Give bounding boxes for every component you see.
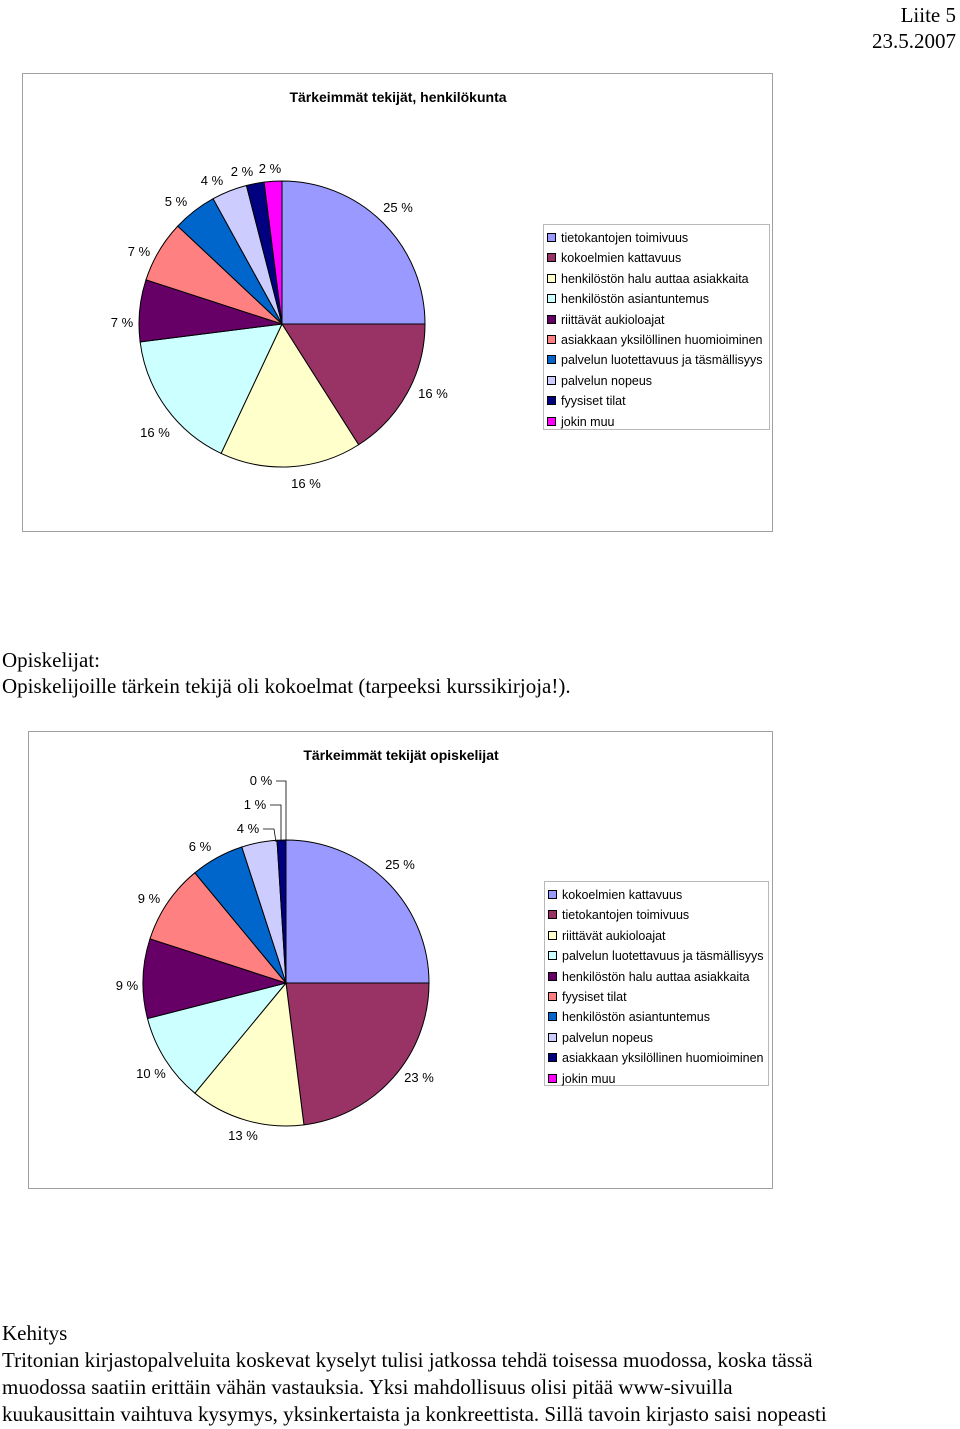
legend-item — [547, 251, 681, 265]
legend-label: palvelun nopeus — [562, 1030, 654, 1045]
legend-item — [548, 908, 689, 922]
legend-label: henkilöstön asiantuntemus — [561, 292, 710, 307]
legend-swatch — [548, 931, 557, 940]
pie-slice — [286, 983, 429, 1125]
legend-swatch — [547, 335, 556, 344]
data-label: 9 % — [137, 891, 161, 906]
data-label: 1 % — [243, 797, 267, 812]
legend-item — [548, 888, 682, 902]
legend-label: palvelun luotettavuus ja täsmällisyys — [561, 353, 763, 368]
document-header — [872, 2, 956, 54]
legend-swatch — [548, 910, 557, 919]
development-line-1: Tritonian kirjastopalveluita koskevat kyselyt tulisi jatkossa tehdä toisessa muodossa, koska tässä — [2, 1348, 813, 1372]
data-label: 16 % — [140, 425, 170, 440]
legend-item — [547, 292, 709, 306]
legend-swatch — [547, 355, 556, 364]
legend-label: riittävät aukioloajat — [561, 312, 665, 327]
legend-label: asiakkaan yksilöllinen huomioiminen — [561, 333, 763, 347]
legend-item — [547, 333, 763, 347]
legend-swatch — [548, 1074, 557, 1083]
attachment-label: Liite 5 — [900, 3, 956, 27]
legend-label: tietokantojen toimivuus — [561, 231, 689, 245]
data-label: 25 % — [383, 200, 413, 215]
chart-title: Tärkeimmät tekijät opiskelijat — [303, 747, 499, 763]
data-label: 7 % — [110, 315, 134, 330]
legend-item — [548, 929, 666, 943]
legend-label: jokin muu — [561, 414, 615, 429]
legend-item — [547, 313, 665, 327]
legend-item — [547, 272, 749, 286]
students-text: Opiskelijoille tärkein tekijä oli kokoelmat (tarpeeksi kurssikirjoja!). — [2, 674, 571, 698]
legend-label: jokin muu — [562, 1071, 616, 1086]
staff-chart — [22, 73, 773, 532]
legend-swatch — [548, 951, 557, 960]
legend-label: henkilöstön halu auttaa asiakkaita — [561, 271, 749, 286]
legend-swatch — [548, 1053, 557, 1062]
legend-swatch — [547, 396, 556, 405]
data-label: 7 % — [127, 244, 151, 259]
legend-item — [547, 231, 688, 245]
legend-item — [548, 990, 627, 1004]
development-section — [2, 1320, 952, 1428]
legend-item — [548, 949, 764, 963]
data-label: 13 % — [228, 1128, 258, 1143]
data-label: 23 % — [404, 1070, 434, 1085]
chart-title: Tärkeimmät tekijät, henkilökunta — [289, 89, 507, 105]
data-label: 25 % — [385, 857, 415, 872]
legend-item — [547, 353, 763, 367]
legend-label: kokoelmien kattavuus — [562, 888, 683, 902]
document-date: 23.5.2007 — [872, 29, 956, 53]
legend-label: fyysiset tilat — [562, 990, 627, 1004]
data-label: 0 % — [249, 773, 273, 788]
legend-swatch — [548, 1012, 557, 1021]
legend-swatch — [547, 294, 556, 303]
data-label: 6 % — [188, 839, 212, 854]
students-chart — [28, 731, 773, 1189]
legend-label: riittävät aukioloajat — [562, 928, 666, 943]
legend-swatch — [547, 376, 556, 385]
legend-swatch — [547, 233, 556, 242]
legend-label: asiakkaan yksilöllinen huomioiminen — [562, 1051, 764, 1066]
legend-item — [548, 1010, 710, 1024]
data-label: 2 % — [230, 164, 254, 179]
legend-item — [547, 374, 652, 388]
legend-label: fyysiset tilat — [561, 394, 626, 409]
legend-label: palvelun luotettavuus ja täsmällisyys — [562, 949, 764, 964]
legend-item — [547, 415, 615, 429]
legend-swatch — [547, 417, 556, 426]
legend-swatch — [547, 315, 556, 324]
chart-legend — [543, 224, 770, 430]
legend-label: tietokantojen toimivuus — [562, 908, 690, 923]
legend-label: kokoelmien kattavuus — [561, 251, 682, 266]
development-line-2: muodossa saatiin erittäin vähän vastauksia. Yksi mahdollisuus olisi pitää www-sivuilla — [2, 1375, 733, 1399]
legend-label: henkilöstön asiantuntemus — [562, 1010, 711, 1025]
data-label: 16 % — [291, 476, 321, 491]
students-section — [2, 647, 571, 699]
legend-swatch — [548, 1033, 557, 1042]
data-label: 4 % — [200, 173, 224, 188]
data-label: 2 % — [258, 161, 282, 176]
data-label: 16 % — [418, 386, 448, 401]
data-label: 10 % — [136, 1066, 166, 1081]
development-heading: Kehitys — [2, 1321, 68, 1345]
students-heading: Opiskelijat: — [2, 648, 100, 672]
legend-swatch — [547, 253, 556, 262]
legend-item — [547, 394, 626, 408]
legend-label: henkilöstön halu auttaa asiakkaita — [562, 969, 750, 984]
chart-legend — [544, 881, 769, 1086]
legend-swatch — [548, 890, 557, 899]
legend-label: palvelun nopeus — [561, 373, 653, 388]
development-line-3: kuukausittain vaihtuva kysymys, yksinkertaista ja konkreettista. Sillä tavoin kirjasto saisi nopeasti — [2, 1402, 827, 1426]
legend-swatch — [547, 274, 556, 283]
legend-item — [548, 1031, 653, 1045]
legend-swatch — [548, 992, 557, 1001]
legend-swatch — [548, 972, 557, 981]
legend-item — [548, 1072, 616, 1086]
data-label: 5 % — [164, 194, 188, 209]
data-label: 9 % — [115, 978, 139, 993]
data-label: 4 % — [236, 821, 260, 836]
legend-item — [548, 1051, 764, 1065]
legend-item — [548, 970, 750, 984]
